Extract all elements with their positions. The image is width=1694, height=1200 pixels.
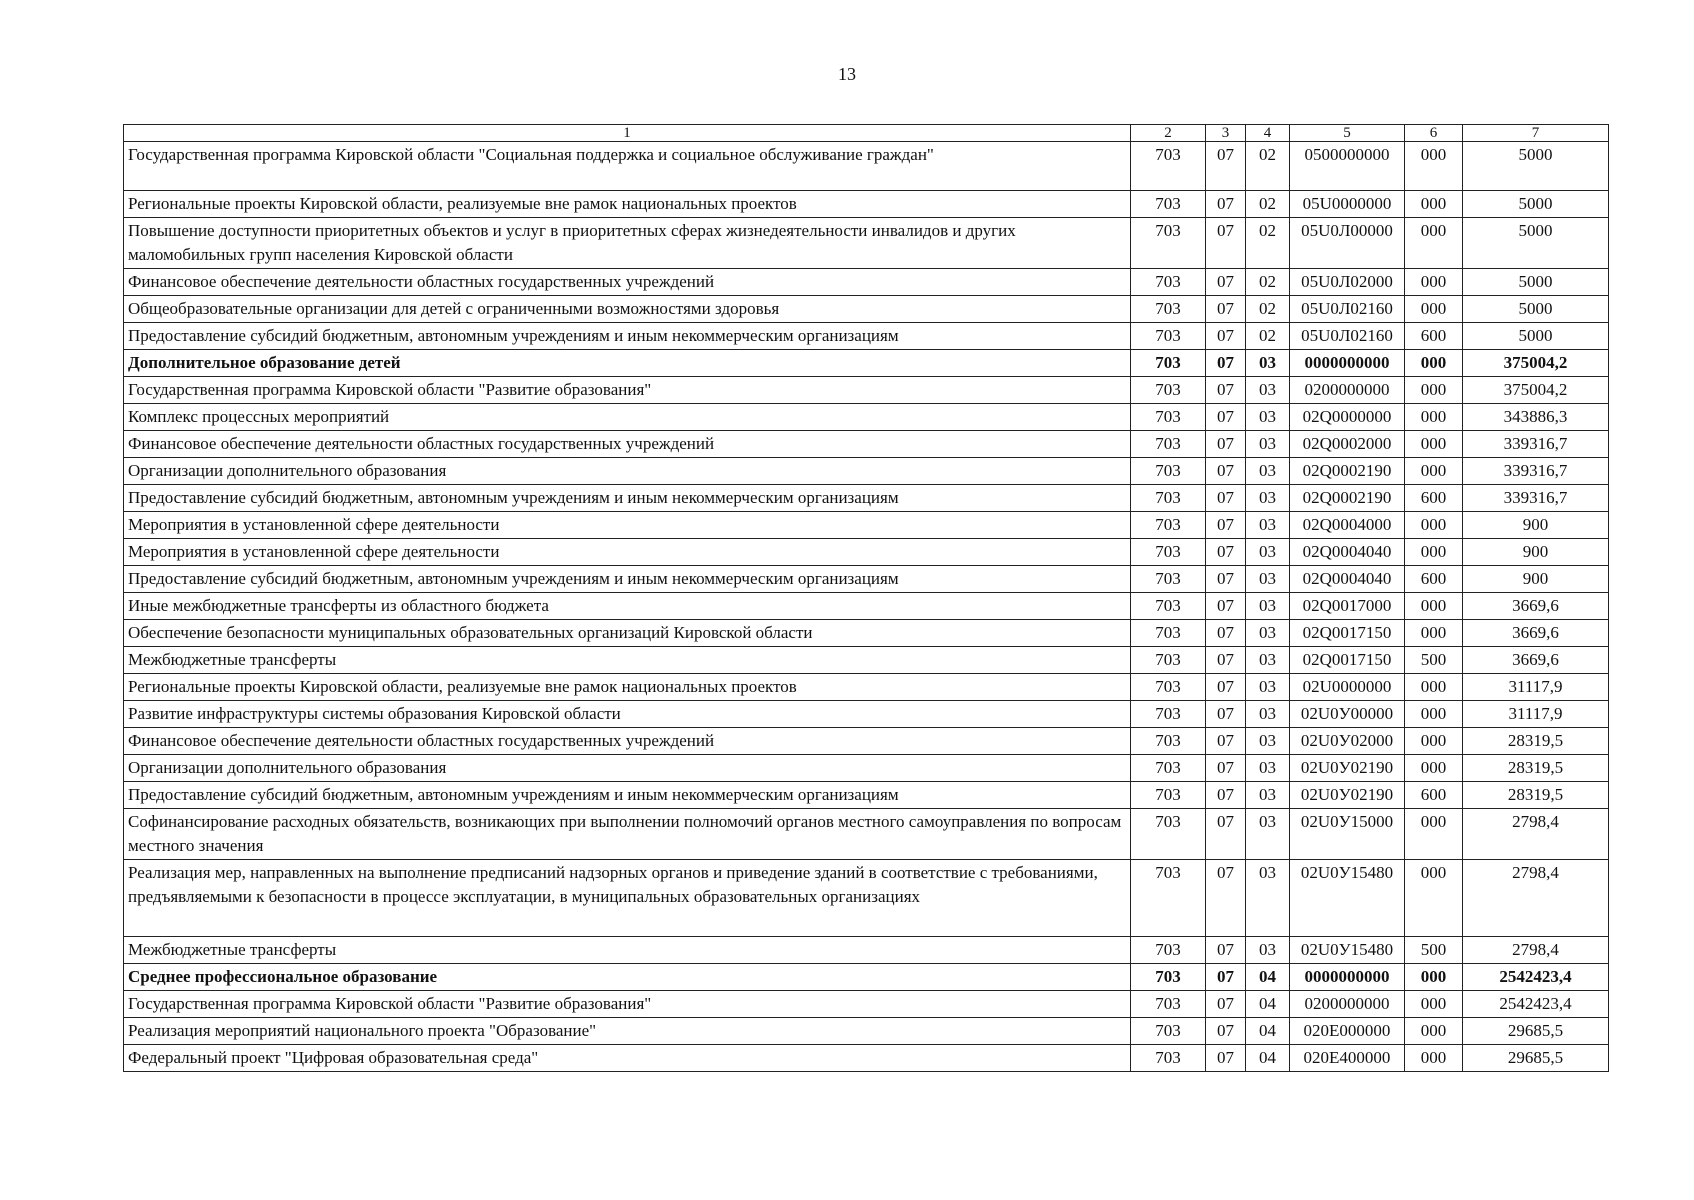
table-row: [124, 860, 1609, 937]
row-code-4-cell: 03: [1246, 674, 1290, 701]
row-code-3-cell: 07: [1206, 269, 1246, 296]
row-code-2-cell: 703: [1131, 191, 1206, 218]
row-code-4-cell: 03: [1246, 350, 1290, 377]
row-name-cell: Реализация мер, направленных на выполнение предписаний надзорных органов и приведение зданий в соответствие с требованиями, предъявляемыми к безопасности в процессе эксплуатации, в муниципальных образовательных организациях: [124, 860, 1131, 937]
row-code-2-cell: 703: [1131, 593, 1206, 620]
row-code-6-cell: 500: [1405, 647, 1463, 674]
row-code-2-cell: 703: [1131, 323, 1206, 350]
row-amount-cell: 2798,4: [1463, 860, 1609, 937]
row-code-3-cell: 07: [1206, 458, 1246, 485]
row-code-3-cell: 07: [1206, 566, 1246, 593]
table-body: [124, 142, 1609, 1072]
table-row: [124, 937, 1609, 964]
row-code-5-cell: 02U0У15480: [1290, 937, 1405, 964]
row-code-5-cell: 020E400000: [1290, 1045, 1405, 1072]
row-code-4-cell: 03: [1246, 566, 1290, 593]
row-amount-cell: 339316,7: [1463, 431, 1609, 458]
row-code-6-cell: 000: [1405, 142, 1463, 191]
row-code-2-cell: 703: [1131, 755, 1206, 782]
row-code-4-cell: 03: [1246, 404, 1290, 431]
row-name-cell: Общеобразовательные организации для детей с ограниченными возможностями здоровья: [124, 296, 1131, 323]
row-name-cell: Федеральный проект "Цифровая образовательная среда": [124, 1045, 1131, 1072]
column-header-3: 3: [1206, 125, 1246, 142]
row-code-4-cell: 03: [1246, 782, 1290, 809]
row-name-cell: Региональные проекты Кировской области, реализуемые вне рамок национальных проектов: [124, 191, 1131, 218]
row-code-2-cell: 703: [1131, 728, 1206, 755]
table-row: [124, 647, 1609, 674]
row-amount-cell: 28319,5: [1463, 728, 1609, 755]
row-code-4-cell: 03: [1246, 809, 1290, 860]
row-code-6-cell: 000: [1405, 377, 1463, 404]
row-name-cell: Комплекс процессных мероприятий: [124, 404, 1131, 431]
row-name-cell: Предоставление субсидий бюджетным, автономным учреждениям и иным некоммерческим организациям: [124, 323, 1131, 350]
row-code-6-cell: 000: [1405, 991, 1463, 1018]
row-code-4-cell: 03: [1246, 860, 1290, 937]
row-code-2-cell: 703: [1131, 860, 1206, 937]
row-code-4-cell: 03: [1246, 458, 1290, 485]
row-name-cell: Повышение доступности приоритетных объектов и услуг в приоритетных сферах жизнедеятельности инвалидов и других маломобильных групп населения Кировской области: [124, 218, 1131, 269]
row-code-5-cell: 05U0000000: [1290, 191, 1405, 218]
row-code-6-cell: 000: [1405, 964, 1463, 991]
row-code-3-cell: 07: [1206, 512, 1246, 539]
row-code-5-cell: 02U0У15000: [1290, 809, 1405, 860]
table-row: [124, 755, 1609, 782]
table-row: [124, 296, 1609, 323]
row-amount-cell: 3669,6: [1463, 647, 1609, 674]
row-code-3-cell: 07: [1206, 860, 1246, 937]
row-code-5-cell: 02U0000000: [1290, 674, 1405, 701]
row-code-6-cell: 000: [1405, 1045, 1463, 1072]
row-code-5-cell: 02Q0004040: [1290, 539, 1405, 566]
row-amount-cell: 31117,9: [1463, 674, 1609, 701]
row-code-2-cell: 703: [1131, 485, 1206, 512]
row-code-5-cell: 0500000000: [1290, 142, 1405, 191]
row-code-2-cell: 703: [1131, 701, 1206, 728]
row-code-3-cell: 07: [1206, 755, 1246, 782]
row-code-5-cell: 0000000000: [1290, 964, 1405, 991]
table-row: [124, 593, 1609, 620]
row-amount-cell: 339316,7: [1463, 485, 1609, 512]
row-code-4-cell: 03: [1246, 647, 1290, 674]
row-amount-cell: 2542423,4: [1463, 991, 1609, 1018]
row-name-cell: Финансовое обеспечение деятельности областных государственных учреждений: [124, 269, 1131, 296]
row-name-cell: Дополнительное образование детей: [124, 350, 1131, 377]
row-code-5-cell: 02U0У02000: [1290, 728, 1405, 755]
row-code-6-cell: 000: [1405, 191, 1463, 218]
row-code-6-cell: 000: [1405, 404, 1463, 431]
row-code-2-cell: 703: [1131, 458, 1206, 485]
table-row: [124, 377, 1609, 404]
column-header-5: 5: [1290, 125, 1405, 142]
table-row: [124, 458, 1609, 485]
row-code-3-cell: 07: [1206, 647, 1246, 674]
row-amount-cell: 3669,6: [1463, 620, 1609, 647]
row-code-3-cell: 07: [1206, 809, 1246, 860]
row-code-3-cell: 07: [1206, 377, 1246, 404]
row-code-6-cell: 000: [1405, 458, 1463, 485]
row-code-6-cell: 600: [1405, 485, 1463, 512]
row-code-4-cell: 03: [1246, 431, 1290, 458]
row-amount-cell: 31117,9: [1463, 701, 1609, 728]
row-code-3-cell: 07: [1206, 1018, 1246, 1045]
row-amount-cell: 900: [1463, 512, 1609, 539]
table-row: [124, 991, 1609, 1018]
row-code-4-cell: 04: [1246, 991, 1290, 1018]
row-code-4-cell: 03: [1246, 377, 1290, 404]
row-code-5-cell: 02U0У00000: [1290, 701, 1405, 728]
row-code-3-cell: 07: [1206, 674, 1246, 701]
column-header-1: 1: [124, 125, 1131, 142]
table-row: [124, 964, 1609, 991]
row-code-2-cell: 703: [1131, 566, 1206, 593]
row-name-cell: Иные межбюджетные трансферты из областного бюджета: [124, 593, 1131, 620]
row-name-cell: Мероприятия в установленной сфере деятельности: [124, 512, 1131, 539]
row-code-2-cell: 703: [1131, 142, 1206, 191]
row-code-4-cell: 02: [1246, 269, 1290, 296]
table-row: [124, 404, 1609, 431]
row-code-4-cell: 03: [1246, 593, 1290, 620]
row-code-4-cell: 03: [1246, 755, 1290, 782]
row-code-2-cell: 703: [1131, 350, 1206, 377]
row-code-2-cell: 703: [1131, 431, 1206, 458]
row-code-3-cell: 07: [1206, 142, 1246, 191]
table-row: [124, 142, 1609, 191]
row-amount-cell: 900: [1463, 539, 1609, 566]
table-row: [124, 809, 1609, 860]
row-code-6-cell: 000: [1405, 218, 1463, 269]
row-code-5-cell: 02Q0002190: [1290, 458, 1405, 485]
row-name-cell: Региональные проекты Кировской области, реализуемые вне рамок национальных проектов: [124, 674, 1131, 701]
column-header-7: 7: [1463, 125, 1609, 142]
row-code-2-cell: 703: [1131, 620, 1206, 647]
column-header-4: 4: [1246, 125, 1290, 142]
row-code-6-cell: 500: [1405, 937, 1463, 964]
row-code-4-cell: 04: [1246, 964, 1290, 991]
row-code-5-cell: 0200000000: [1290, 991, 1405, 1018]
row-name-cell: Обеспечение безопасности муниципальных образовательных организаций Кировской области: [124, 620, 1131, 647]
table-row: [124, 269, 1609, 296]
row-code-3-cell: 07: [1206, 991, 1246, 1018]
row-code-3-cell: 07: [1206, 191, 1246, 218]
row-name-cell: Мероприятия в установленной сфере деятельности: [124, 539, 1131, 566]
row-code-5-cell: 0200000000: [1290, 377, 1405, 404]
row-code-4-cell: 03: [1246, 728, 1290, 755]
row-amount-cell: 2798,4: [1463, 809, 1609, 860]
row-name-cell: Организации дополнительного образования: [124, 755, 1131, 782]
row-code-5-cell: 02Q0004000: [1290, 512, 1405, 539]
table-row: [124, 323, 1609, 350]
row-code-5-cell: 0000000000: [1290, 350, 1405, 377]
row-code-5-cell: 05U0Л02160: [1290, 296, 1405, 323]
table-row: [124, 539, 1609, 566]
row-code-2-cell: 703: [1131, 1045, 1206, 1072]
row-code-6-cell: 000: [1405, 350, 1463, 377]
row-code-6-cell: 000: [1405, 860, 1463, 937]
row-code-4-cell: 02: [1246, 191, 1290, 218]
column-header-6: 6: [1405, 125, 1463, 142]
row-code-3-cell: 07: [1206, 728, 1246, 755]
table-row: [124, 512, 1609, 539]
row-code-5-cell: 05U0Л02160: [1290, 323, 1405, 350]
row-code-6-cell: 000: [1405, 593, 1463, 620]
row-amount-cell: 28319,5: [1463, 782, 1609, 809]
row-code-3-cell: 07: [1206, 431, 1246, 458]
row-code-4-cell: 03: [1246, 485, 1290, 512]
row-name-cell: Реализация мероприятий национального проекта "Образование": [124, 1018, 1131, 1045]
row-code-2-cell: 703: [1131, 674, 1206, 701]
row-code-5-cell: 02Q0017000: [1290, 593, 1405, 620]
row-amount-cell: 5000: [1463, 191, 1609, 218]
row-code-6-cell: 000: [1405, 539, 1463, 566]
row-name-cell: Предоставление субсидий бюджетным, автономным учреждениям и иным некоммерческим организациям: [124, 566, 1131, 593]
header-row: [124, 125, 1609, 142]
row-name-cell: Государственная программа Кировской области "Развитие образования": [124, 377, 1131, 404]
row-amount-cell: 2798,4: [1463, 937, 1609, 964]
row-name-cell: Предоставление субсидий бюджетным, автономным учреждениям и иным некоммерческим организациям: [124, 782, 1131, 809]
row-name-cell: Среднее профессиональное образование: [124, 964, 1131, 991]
row-code-6-cell: 000: [1405, 512, 1463, 539]
row-amount-cell: 5000: [1463, 218, 1609, 269]
row-code-2-cell: 703: [1131, 782, 1206, 809]
row-amount-cell: 28319,5: [1463, 755, 1609, 782]
table-row: [124, 350, 1609, 377]
row-amount-cell: 2542423,4: [1463, 964, 1609, 991]
row-code-3-cell: 07: [1206, 218, 1246, 269]
row-code-4-cell: 03: [1246, 937, 1290, 964]
row-code-2-cell: 703: [1131, 991, 1206, 1018]
column-header-2: 2: [1131, 125, 1206, 142]
table-row: [124, 674, 1609, 701]
table-row: [124, 782, 1609, 809]
row-name-cell: Межбюджетные трансферты: [124, 937, 1131, 964]
row-name-cell: Развитие инфраструктуры системы образования Кировской области: [124, 701, 1131, 728]
row-code-3-cell: 07: [1206, 350, 1246, 377]
row-code-6-cell: 000: [1405, 674, 1463, 701]
row-code-2-cell: 703: [1131, 512, 1206, 539]
row-amount-cell: 5000: [1463, 296, 1609, 323]
row-code-4-cell: 02: [1246, 323, 1290, 350]
row-code-2-cell: 703: [1131, 937, 1206, 964]
row-code-6-cell: 600: [1405, 566, 1463, 593]
row-code-2-cell: 703: [1131, 377, 1206, 404]
row-code-6-cell: 000: [1405, 296, 1463, 323]
table-row: [124, 218, 1609, 269]
row-code-6-cell: 000: [1405, 431, 1463, 458]
budget-table: [123, 124, 1609, 1072]
row-code-2-cell: 703: [1131, 269, 1206, 296]
row-code-5-cell: 020E000000: [1290, 1018, 1405, 1045]
row-amount-cell: 29685,5: [1463, 1018, 1609, 1045]
row-amount-cell: 339316,7: [1463, 458, 1609, 485]
row-code-4-cell: 03: [1246, 512, 1290, 539]
row-code-5-cell: 02U0У02190: [1290, 755, 1405, 782]
row-amount-cell: 5000: [1463, 269, 1609, 296]
row-amount-cell: 3669,6: [1463, 593, 1609, 620]
row-amount-cell: 900: [1463, 566, 1609, 593]
row-code-3-cell: 07: [1206, 620, 1246, 647]
row-code-5-cell: 05U0Л00000: [1290, 218, 1405, 269]
row-code-4-cell: 03: [1246, 620, 1290, 647]
table-row: [124, 1018, 1609, 1045]
row-code-3-cell: 07: [1206, 964, 1246, 991]
row-code-5-cell: 02Q0004040: [1290, 566, 1405, 593]
row-code-2-cell: 703: [1131, 296, 1206, 323]
row-amount-cell: 5000: [1463, 142, 1609, 191]
row-code-6-cell: 000: [1405, 728, 1463, 755]
row-code-4-cell: 02: [1246, 296, 1290, 323]
row-name-cell: Финансовое обеспечение деятельности областных государственных учреждений: [124, 728, 1131, 755]
row-code-4-cell: 03: [1246, 701, 1290, 728]
row-code-2-cell: 703: [1131, 964, 1206, 991]
row-amount-cell: 343886,3: [1463, 404, 1609, 431]
row-code-4-cell: 04: [1246, 1045, 1290, 1072]
row-code-4-cell: 04: [1246, 1018, 1290, 1045]
row-code-3-cell: 07: [1206, 539, 1246, 566]
page-number: 13: [838, 64, 856, 84]
row-amount-cell: 375004,2: [1463, 377, 1609, 404]
table-row: [124, 191, 1609, 218]
row-code-3-cell: 07: [1206, 404, 1246, 431]
row-code-2-cell: 703: [1131, 539, 1206, 566]
row-code-3-cell: 07: [1206, 701, 1246, 728]
row-code-3-cell: 07: [1206, 485, 1246, 512]
row-name-cell: Предоставление субсидий бюджетным, автономным учреждениям и иным некоммерческим организациям: [124, 485, 1131, 512]
row-code-6-cell: 000: [1405, 701, 1463, 728]
row-code-6-cell: 000: [1405, 809, 1463, 860]
row-code-5-cell: 02Q0002190: [1290, 485, 1405, 512]
table-row: [124, 728, 1609, 755]
row-name-cell: Софинансирование расходных обязательств, возникающих при выполнении полномочий органов местного самоуправления по вопросам местного значения: [124, 809, 1131, 860]
row-code-3-cell: 07: [1206, 593, 1246, 620]
row-code-4-cell: 02: [1246, 142, 1290, 191]
row-amount-cell: 5000: [1463, 323, 1609, 350]
row-code-6-cell: 000: [1405, 269, 1463, 296]
row-code-2-cell: 703: [1131, 647, 1206, 674]
row-code-5-cell: 02Q0017150: [1290, 647, 1405, 674]
row-name-cell: Организации дополнительного образования: [124, 458, 1131, 485]
row-name-cell: Межбюджетные трансферты: [124, 647, 1131, 674]
row-code-3-cell: 07: [1206, 296, 1246, 323]
row-code-2-cell: 703: [1131, 404, 1206, 431]
row-amount-cell: 29685,5: [1463, 1045, 1609, 1072]
row-code-5-cell: 02U0У15480: [1290, 860, 1405, 937]
table-row: [124, 1045, 1609, 1072]
table-row: [124, 620, 1609, 647]
row-code-5-cell: 02U0У02190: [1290, 782, 1405, 809]
row-code-5-cell: 05U0Л02000: [1290, 269, 1405, 296]
row-code-6-cell: 000: [1405, 755, 1463, 782]
row-code-5-cell: 02Q0017150: [1290, 620, 1405, 647]
row-code-4-cell: 03: [1246, 539, 1290, 566]
row-code-3-cell: 07: [1206, 323, 1246, 350]
row-code-4-cell: 02: [1246, 218, 1290, 269]
row-code-3-cell: 07: [1206, 937, 1246, 964]
table-row: [124, 701, 1609, 728]
table-row: [124, 431, 1609, 458]
row-code-5-cell: 02Q0000000: [1290, 404, 1405, 431]
row-amount-cell: 375004,2: [1463, 350, 1609, 377]
row-code-2-cell: 703: [1131, 809, 1206, 860]
row-name-cell: Государственная программа Кировской области "Развитие образования": [124, 991, 1131, 1018]
row-code-5-cell: 02Q0002000: [1290, 431, 1405, 458]
row-code-3-cell: 07: [1206, 1045, 1246, 1072]
table-row: [124, 485, 1609, 512]
row-code-3-cell: 07: [1206, 782, 1246, 809]
row-code-2-cell: 703: [1131, 1018, 1206, 1045]
table-row: [124, 566, 1609, 593]
row-code-6-cell: 000: [1405, 620, 1463, 647]
row-name-cell: Финансовое обеспечение деятельности областных государственных учреждений: [124, 431, 1131, 458]
row-code-6-cell: 000: [1405, 1018, 1463, 1045]
row-code-6-cell: 600: [1405, 323, 1463, 350]
row-name-cell: Государственная программа Кировской области "Социальная поддержка и социальное обслуживание граждан": [124, 142, 1131, 191]
row-code-6-cell: 600: [1405, 782, 1463, 809]
row-code-2-cell: 703: [1131, 218, 1206, 269]
